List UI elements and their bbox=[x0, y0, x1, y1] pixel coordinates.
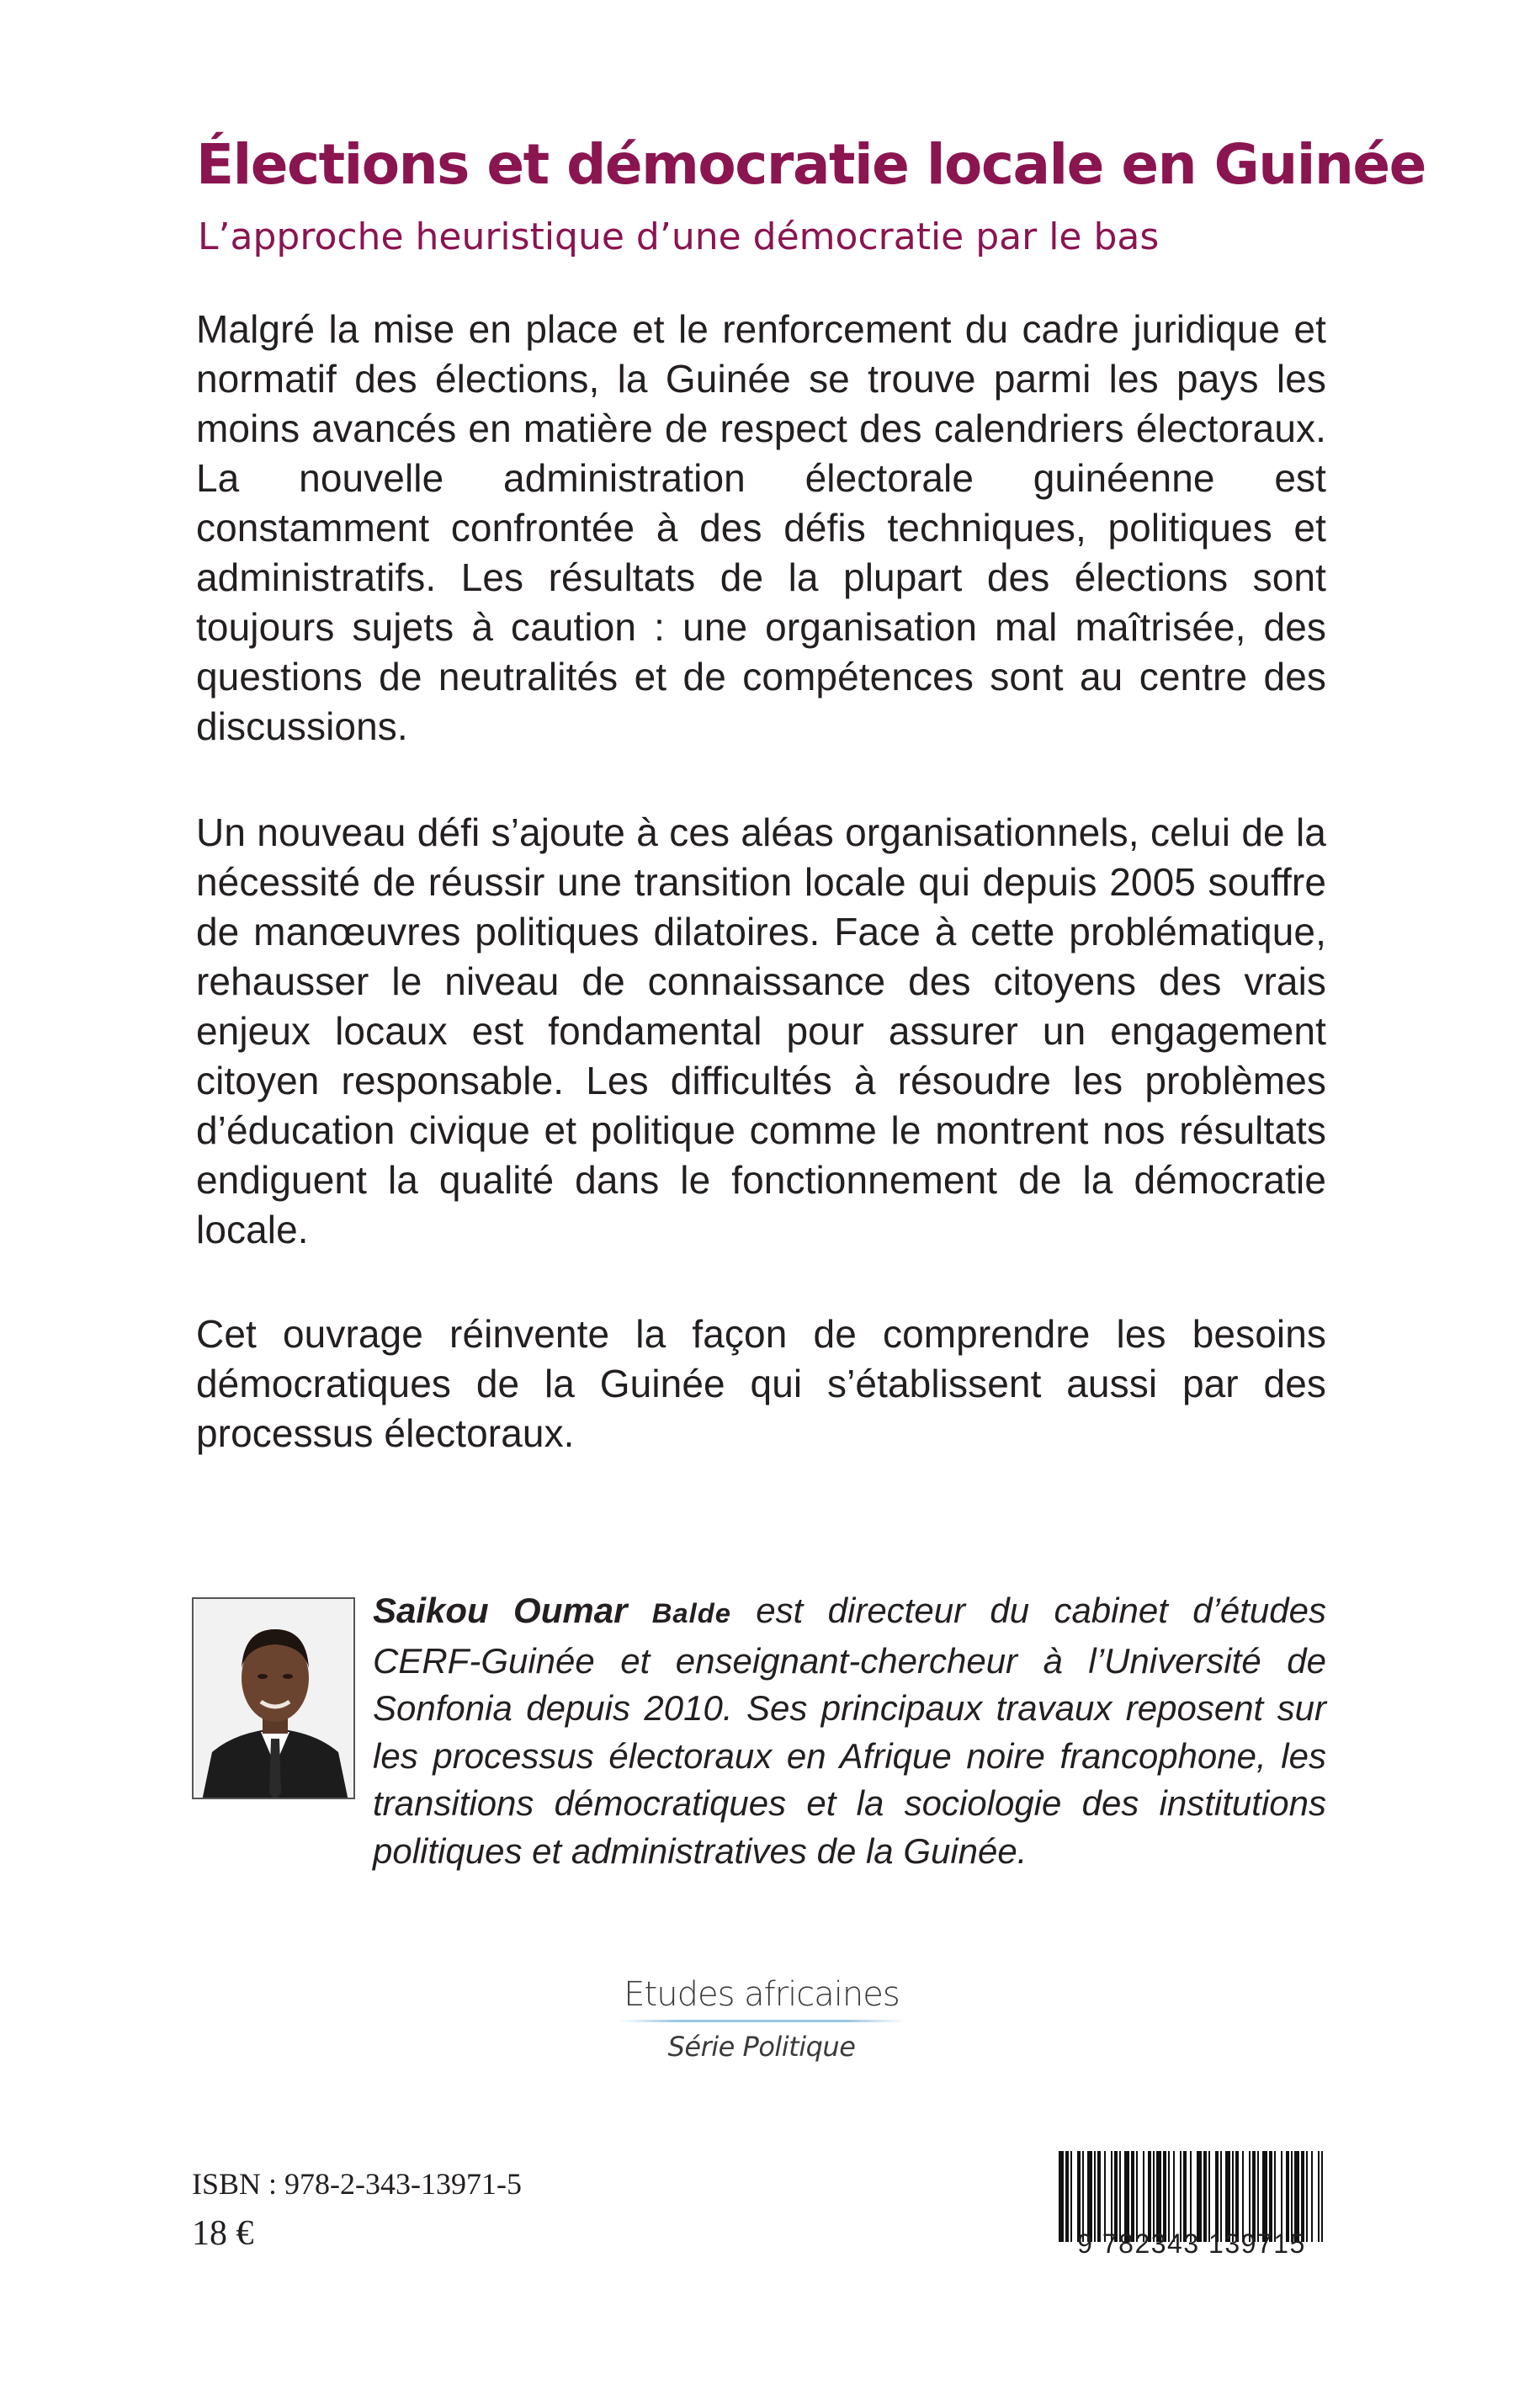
author-first-names: Saikou Oumar bbox=[373, 1591, 652, 1630]
summary-paragraph: Malgré la mise en place et le renforcement du cadre juridique et normatif des élections, la Guinée se trouve parmi les pays les moins avancés en matière de respect des calendriers électoraux. La nouvelle administration électorale guinéenne est constamment confrontée à des défis techniques, politiques et administratifs. Les résultats de la plupart des élections sont toujours sujets à caution : une organisation mal maîtrisée, des questions de neutralités et de compétences sont au centre des discussions. bbox=[196, 307, 1326, 748]
summary-paragraph: Cet ouvrage réinvente la façon de comprendre les besoins démocratiques de la Guinée qui s’établissent aussi par des processus électoraux. bbox=[196, 1312, 1326, 1455]
photo-spacer bbox=[196, 1587, 366, 1862]
author-bio-text: est directeur du cabinet d’études CERF-Guinée et enseignant-chercheur à l’Université de Sonfonia depuis 2010. Ses principaux travaux reposent sur les processus électoraux en Afrique noire francophone, les transitions démocratiques et la sociologie des institutions politiques et administratives de la Guinée. bbox=[373, 1591, 1326, 1871]
author-bio bbox=[196, 1587, 1326, 1875]
series-subseries: Série Politique bbox=[667, 2031, 856, 2063]
series-block bbox=[619, 1974, 905, 2063]
isbn: ISBN : 978-2-343-13971-5 bbox=[192, 2167, 522, 2201]
series-name: Etudes africaines bbox=[624, 1975, 900, 2014]
author-surname: Balde bbox=[651, 1597, 731, 1628]
series-divider bbox=[619, 2020, 905, 2022]
barcode-number: 9 782343 139715 bbox=[1077, 2228, 1306, 2259]
book-title: Élections et démocratie locale en Guinée bbox=[196, 132, 1426, 197]
price: 18 € bbox=[192, 2214, 254, 2253]
book-subtitle: L’approche heuristique d’une démocratie par le bas bbox=[198, 215, 1160, 258]
summary-paragraph: Un nouveau défi s’ajoute à ces aléas organisationnels, celui de la nécessité de réussir une transition locale qui depuis 2005 souffre de manœuvres politiques dilatoires. Face à cette problématique, rehausser le niveau de connaissance des citoyens des vrais enjeux locaux est fondamental pour assurer un engagement citoyen responsable. Les difficultés à résoudre les problèmes d’éducation civique et politique comme le montrent nos résultats endiguent la qualité dans le fonctionnement de la démocratie locale. bbox=[196, 810, 1326, 1251]
